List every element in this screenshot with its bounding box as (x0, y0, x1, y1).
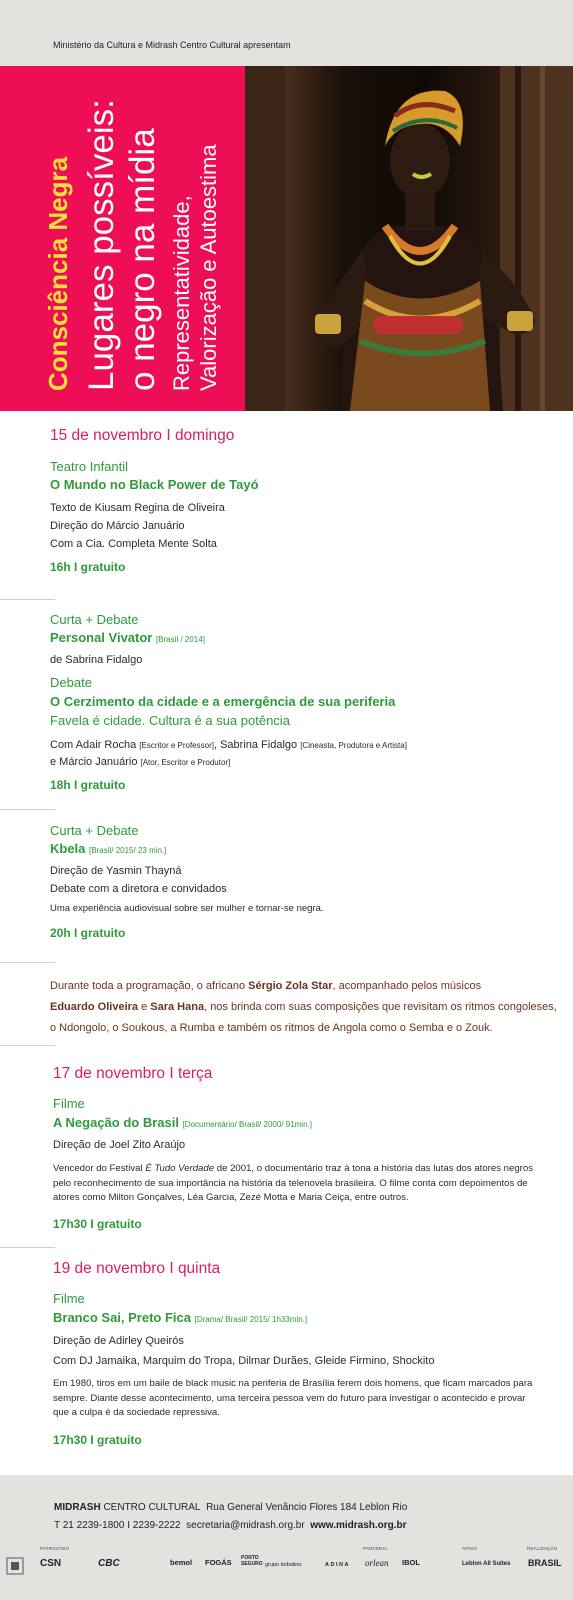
musician-name: Sara Hana (150, 1001, 205, 1013)
day3-title: Branco Sai, Preto Fica (53, 1310, 191, 1325)
guest-name: e Márcio Januário (50, 756, 138, 768)
day1-e3-meta: [Brasil/ 2015/ 23 min.] (89, 846, 167, 855)
day1-e3-line1: Direção de Yasmin Thayná (50, 865, 182, 877)
day2-time: 17h30 I gratuito (53, 1217, 142, 1231)
day1-e2-debate-title: O Cerzimento da cidade e a emergência de sua periferia (50, 694, 396, 709)
ministry-emblem-icon (6, 1557, 24, 1575)
day1-e2-title-line (50, 630, 205, 645)
program-content (0, 411, 573, 1475)
logo-csn: CSN (40, 1558, 62, 1569)
day3-category: Filme (53, 1291, 85, 1306)
banner-subtitle-line2: Valorização e Autoestima (196, 144, 221, 391)
day3-meta: [Drama/ Brasil/ 2015/ 1h33min.] (194, 1315, 308, 1324)
synopsis-text: Vencedor do Festival (53, 1163, 146, 1174)
logo-fogas: FOGÁS (205, 1558, 232, 1567)
footer-contact-line (54, 1520, 407, 1531)
logo-brasil: BRASIL (528, 1558, 562, 1568)
music-line2 (50, 1001, 557, 1013)
logo-adina: ADINA (325, 1562, 350, 1568)
day1-e3-title-line (50, 841, 166, 856)
guest-role: [Ator, Escritor e Produtor] (140, 758, 231, 767)
phone: T 21 2239-1800 I 2239-2222 (54, 1520, 181, 1531)
day3-time: 17h30 I gratuito (53, 1433, 142, 1447)
day2-title: A Negação do Brasil (53, 1115, 179, 1130)
guest-role: [Escritor e Professor] (139, 741, 214, 750)
music-text: Durante toda a programação, o africano (50, 980, 249, 992)
banner-subtitle-line1: Representatividade, (169, 195, 194, 391)
day1-e2-time: 18h I gratuito (50, 778, 126, 792)
org-name-rest: CENTRO CULTURAL (100, 1502, 201, 1513)
section-divider (0, 809, 55, 810)
day1-e3-line3: Uma experiência audiovisual sobre ser mulher e tornar-se negra. (50, 903, 324, 914)
day1-e1-title: O Mundo no Black Power de Tayó (50, 477, 259, 492)
banner-title-panel (0, 66, 245, 411)
day1-e2-credit: de Sabrina Fidalgo (50, 654, 143, 666)
day1-e1-line2: Direção do Márcio Januário (50, 520, 185, 532)
presents-line: Ministério da Cultura e Midrash Centro Cultural apresentam (53, 40, 291, 50)
section-divider (0, 1045, 55, 1046)
day1-e2-guests-line2 (50, 756, 230, 768)
day1-e3-line2: Debate com a diretora e convidados (50, 883, 227, 895)
logo-bemol: bemol (170, 1558, 193, 1567)
music-text: e (138, 1001, 151, 1013)
day2-date: 17 de novembro I terça (53, 1065, 213, 1082)
guest-name: Com Adair Rocha (50, 739, 137, 751)
day1-e1-line1: Texto de Kiusam Regina de Oliveira (50, 502, 225, 514)
section-divider (0, 962, 55, 963)
day1-e1-time: 16h I gratuito (50, 560, 126, 574)
synopsis-text: de 2001, o documentário traz à tona a história das lutas dos atores negros pelo reconhecimento de sua importância na história da telenovela brasileira. O filme conta com depoimentos de atores como Milton Gonçalves, Léa Garcia, Zezé Motta e Maria Ceiça, entre outros. (53, 1163, 534, 1203)
day2-category: Filme (53, 1096, 85, 1111)
top-bar (0, 0, 573, 66)
day2-meta: [Documentário/ Brasil/ 2000/ 91min.] (182, 1120, 312, 1129)
logo-porto-seguro: PORTO SEGURO (241, 1555, 263, 1567)
day2-direction: Direção de Joel Zito Araújo (53, 1139, 186, 1151)
woman-portrait-illustration (245, 66, 573, 411)
day1-e2-meta: [Brasil / 2014] (156, 635, 205, 644)
banner-title-line2: o negro na mídia (123, 128, 162, 391)
label-patrocinio: PATROCÍNIO (40, 1546, 70, 1551)
logo-ibol: IBOL (402, 1558, 420, 1567)
music-line3: o Ndongolo, o Soukous, a Rumba e também os ritmos de Angola como o Semba e o Zouk. (50, 1022, 493, 1034)
day1-e2-guests-line1 (50, 739, 407, 751)
day3-direction: Direção de Adirley Queirós (53, 1335, 184, 1347)
banner-kicker: Consciência Negra (43, 156, 73, 391)
music-line1 (50, 980, 481, 992)
section-divider (0, 599, 55, 600)
day3-title-line (53, 1310, 307, 1325)
day1-date: 15 de novembro I domingo (50, 427, 235, 444)
label-parceria: PARCERIA (363, 1546, 388, 1551)
day1-e3-title: Kbela (50, 841, 86, 856)
guest-name: , Sabrina Fidalgo (213, 739, 298, 751)
banner-title-line1: Lugares possíveis: (82, 99, 121, 391)
day2-title-line (53, 1115, 312, 1130)
day1-e3-time: 20h I gratuito (50, 926, 126, 940)
logo-grupo-bobalino: grupo bobalino (265, 1562, 302, 1568)
label-apoio: APOIO (462, 1546, 478, 1551)
day3-date: 19 de novembro I quinta (53, 1260, 221, 1277)
music-text: , acompanhado pelos músicos (332, 980, 482, 992)
section-divider (0, 1247, 55, 1248)
email-link[interactable]: secretaria@midrash.org.br (186, 1520, 305, 1531)
label-realizacao: REALIZAÇÃO (527, 1546, 558, 1551)
musician-name: Eduardo Oliveira (50, 1001, 139, 1013)
org-name: MIDRASH (54, 1502, 101, 1513)
hero-banner (0, 66, 573, 411)
day1-e2-debate-subtitle: Favela é cidade. Cultura é a sua potência (50, 713, 290, 728)
logo-orlean: orlean (365, 1558, 389, 1568)
footer-address-line (54, 1502, 407, 1513)
day1-e1-category: Teatro Infantil (50, 459, 129, 474)
day2-synopsis (53, 1162, 533, 1206)
day1-e2-category: Curta + Debate (50, 612, 139, 627)
org-address: Rua General Venâncio Flores 184 Leblon Rio (206, 1502, 408, 1513)
banner-photo (245, 66, 573, 411)
guest-role: [Cineasta, Produtora e Artista] (300, 741, 407, 750)
day1-e3-category: Curta + Debate (50, 823, 139, 838)
festival-name: É Tudo Verdade (145, 1163, 215, 1174)
logo-leblon-all-suites: Leblon All Suites (462, 1561, 511, 1567)
website-link[interactable]: www.midrash.org.br (310, 1520, 407, 1531)
music-text: , nos brinda com suas composições que revisitam os ritmos congoleses, (204, 1001, 557, 1013)
day3-synopsis: Em 1980, tiros em um baile de black music na periferia de Brasília ferem dois homens, que ficam marcados para sempre. Diante desse acontecimento, uma terceira pessoa vem do futuro para investigar o acontecido e provar que a culpa é da sociedade repressiva. (53, 1378, 533, 1418)
footer (0, 1475, 573, 1600)
day1-e2-debate-label: Debate (50, 675, 92, 690)
musician-name: Sérgio Zola Star (248, 980, 333, 992)
day1-e1-line3: Com a Cia. Completa Mente Solta (50, 538, 217, 550)
day3-cast: Com DJ Jamaika, Marquim do Tropa, Dilmar Durães, Gleide Firmino, Shockito (53, 1355, 435, 1367)
day1-e2-title: Personal Vivator (50, 630, 153, 645)
logo-cbc: CBC (98, 1558, 120, 1569)
